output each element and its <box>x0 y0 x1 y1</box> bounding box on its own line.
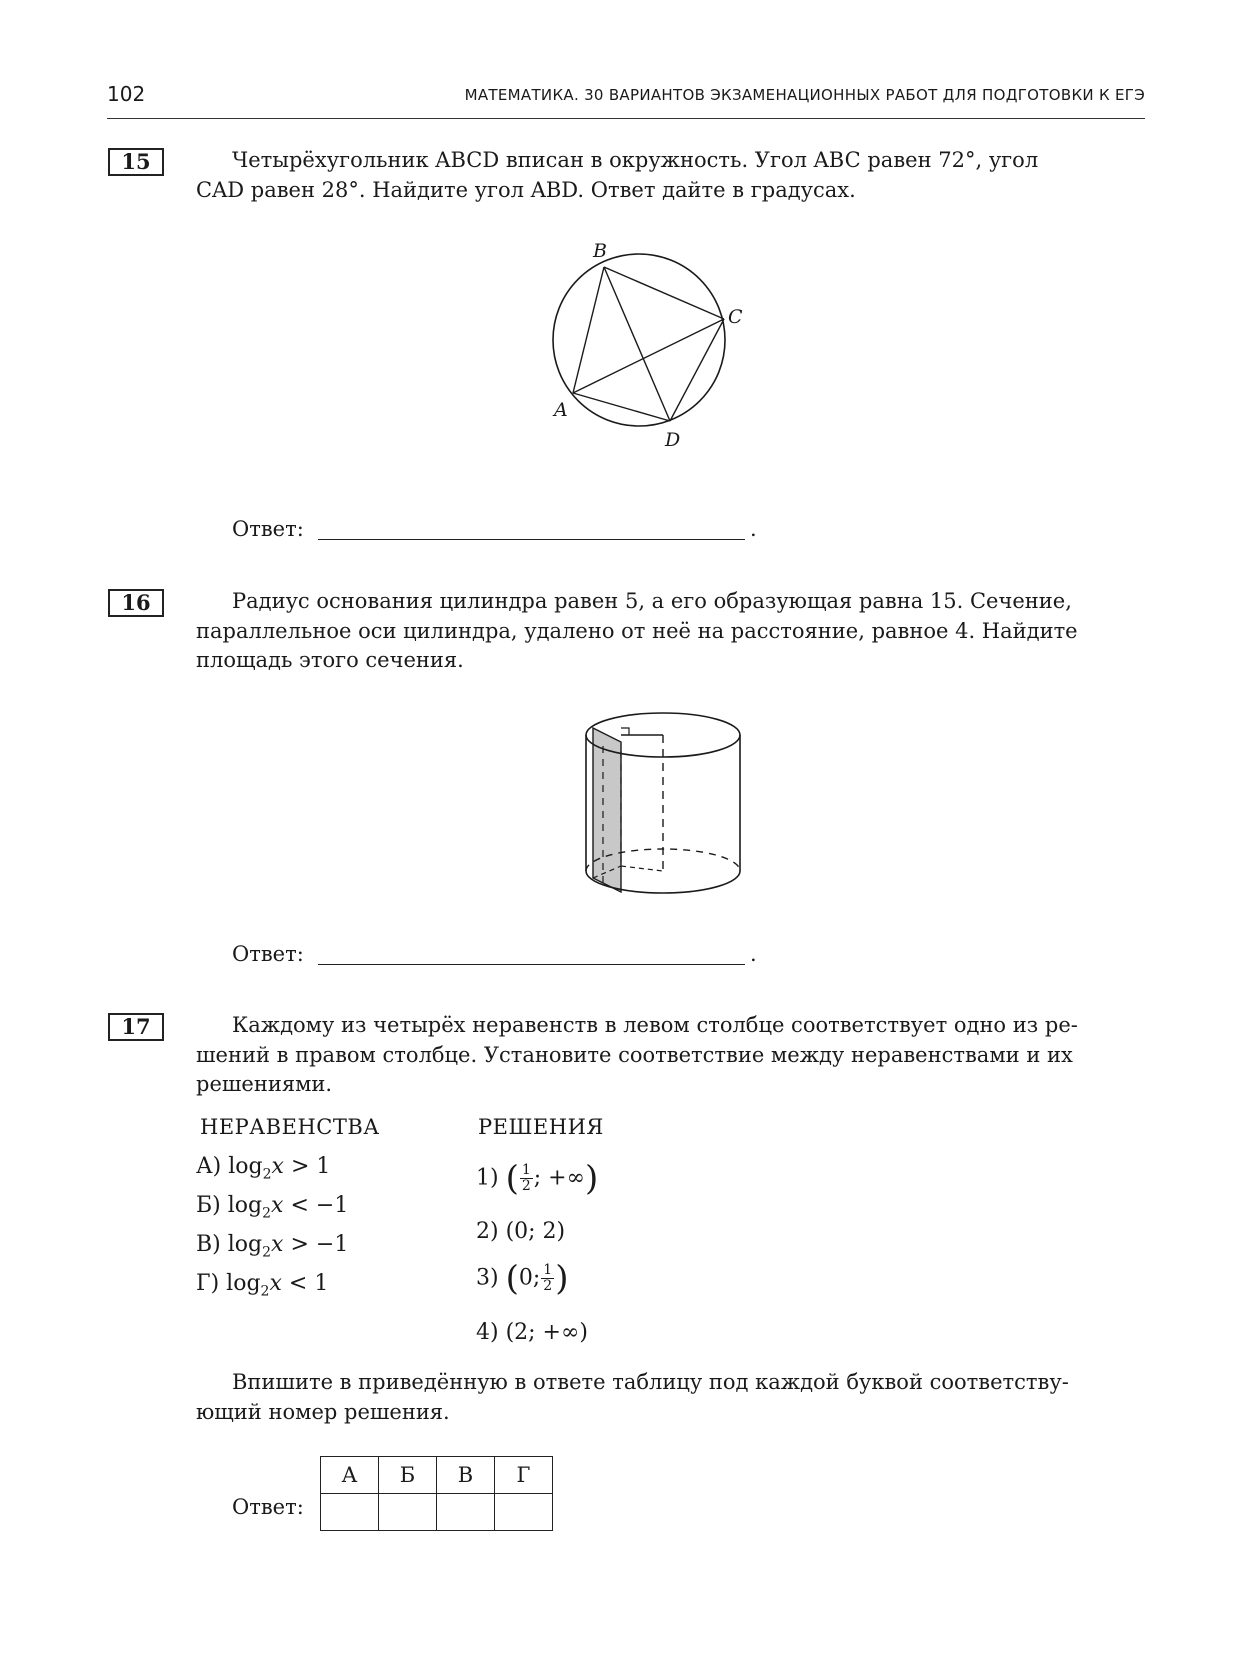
task-16-text <box>196 587 1145 676</box>
task-17-line-2: шений в правом столбце. Установите соответствие между неравенствами и их <box>196 1042 1073 1067</box>
inequality-d: Г) $\log_2x < 1$ <box>196 1271 329 1300</box>
task-17-line-1: Каждому из четырёх неравенств в левом столбце соответствует одно из ре- <box>232 1013 1078 1037</box>
diagonal-ac <box>573 319 724 393</box>
task-17-instruction <box>196 1368 1145 1427</box>
answer-table-header-row <box>321 1457 553 1494</box>
task-17-answer-label: Ответ: <box>232 1495 304 1519</box>
solution-2: 2) (0; 2) <box>476 1219 566 1244</box>
answer-cell-v[interactable] <box>437 1494 495 1531</box>
task-16-line-1: Радиус основания цилиндра равен 5, а его образующая равна 15. Сечение, <box>232 589 1072 613</box>
circumcircle <box>553 254 725 426</box>
task-16-answer-line[interactable] <box>318 964 745 965</box>
task-16-line-3: площадь этого сечения. <box>196 648 464 672</box>
task-16-answer-label: Ответ: <box>232 942 304 966</box>
answer-table-header-b: Б <box>379 1457 437 1494</box>
answer-table-input-row <box>321 1494 553 1531</box>
inequality-c: В) $\log_2x > -1$ <box>196 1232 349 1261</box>
side-da <box>573 393 670 421</box>
task-15-answer-label: Ответ: <box>232 517 304 541</box>
book-title: МАТЕМАТИКА. 30 ВАРИАНТОВ ЭКЗАМЕНАЦИОННЫХ РАБОТ ДЛЯ ПОДГОТОВКИ К ЕГЭ <box>464 86 1145 104</box>
task-17-number: 17 <box>108 1013 164 1041</box>
task-15-answer-dot: . <box>750 517 757 541</box>
cylinder-figure <box>585 706 755 906</box>
inequality-b: Б) $\log_2x < -1$ <box>196 1193 349 1222</box>
answer-table-header-v: В <box>437 1457 495 1494</box>
circle-quadrilateral-figure <box>540 236 760 456</box>
answer-table-header-g: Г <box>495 1457 553 1494</box>
task-16-answer-dot: . <box>750 942 757 966</box>
task-15-number: 15 <box>108 148 164 176</box>
task-15-line-2: CAD равен 28°. Найдите угол ABD. Ответ дайте в градусах. <box>196 177 856 202</box>
label-a: A <box>554 399 568 421</box>
task-17-line-3: решениями. <box>196 1072 333 1096</box>
task-16-number: 16 <box>108 589 164 617</box>
right-angle-mark <box>621 728 629 735</box>
solution-1: 1) ( $\frac{1}{2}$ ; +∞) <box>476 1158 599 1199</box>
solutions-header: РЕШЕНИЯ <box>478 1115 604 1139</box>
solution-3: 3) (0; $\frac{1}{2}$ ) <box>476 1258 569 1299</box>
inequality-a: А) $\log_2x > 1$ <box>196 1154 331 1183</box>
side-ab <box>573 267 604 393</box>
task-15-line-1: Четырёхугольник ABCD вписан в окружность. Угол ABC равен 72°, угол <box>232 148 1039 172</box>
answer-cell-b[interactable] <box>379 1494 437 1531</box>
task-16-line-2: параллельное оси цилиндра, удалено от неё на расстояние, равное 4. Найдите <box>196 618 1078 643</box>
task-15-answer-line[interactable] <box>318 539 745 540</box>
distance-segment-bottom <box>621 866 663 871</box>
header-rule <box>107 118 1145 119</box>
label-c: C <box>728 306 743 328</box>
side-bc <box>604 267 724 319</box>
solution-4: 4) (2; +∞) <box>476 1320 588 1345</box>
page-number: 102 <box>107 82 146 106</box>
answer-cell-a[interactable] <box>321 1494 379 1531</box>
instruction-line-1: Впишите в приведённую в ответе таблицу под каждой буквой соответству- <box>232 1370 1069 1394</box>
task-15-text <box>196 146 1145 205</box>
label-d: D <box>665 429 681 451</box>
answer-table-header-a: А <box>321 1457 379 1494</box>
answer-table <box>320 1456 553 1531</box>
label-b: B <box>593 240 607 262</box>
side-cd <box>670 319 724 421</box>
diagonal-bd <box>604 267 670 421</box>
answer-cell-g[interactable] <box>495 1494 553 1531</box>
inequalities-header: НЕРАВЕНСТВА <box>200 1115 380 1139</box>
instruction-line-2: ющий номер решения. <box>196 1399 450 1424</box>
task-17-text <box>196 1011 1145 1100</box>
